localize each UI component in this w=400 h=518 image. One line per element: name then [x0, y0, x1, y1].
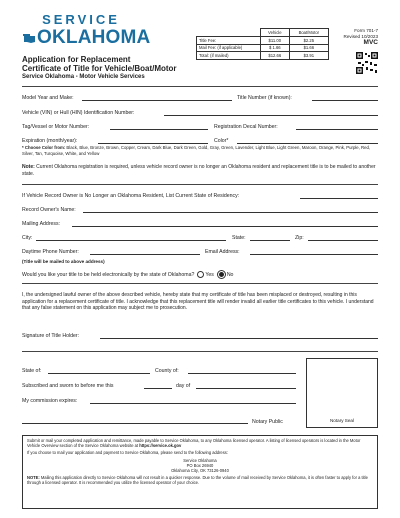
title-line-2: Certificate of Title for Vehicle/Boat/Motor	[22, 63, 177, 73]
commission-label: My commission expires:	[22, 398, 78, 404]
residency-input[interactable]	[300, 193, 378, 199]
notary-seal-box	[306, 358, 378, 428]
fee-label: Title Fee:	[197, 36, 261, 44]
sworn-label: Subscribed and sworn to before me this	[22, 383, 114, 389]
fee-header-blank	[197, 29, 261, 37]
zip-label: Zip:	[295, 235, 304, 241]
form-number: Form 701-7	[354, 28, 378, 33]
service-oklahoma-logo	[22, 12, 152, 49]
color-note-label: * Choose Color from:	[22, 145, 66, 150]
mail-note: (Title will be mailed to above address)	[22, 259, 105, 264]
color-note	[22, 145, 378, 156]
notary-state-label: State of:	[22, 368, 42, 374]
address-line-2: PO Box 26940	[186, 462, 214, 468]
signature-label: Signature of Title Holder:	[22, 333, 80, 339]
registration-note-text: Current Oklahoma registration is required, unless vehicle record owner is no longer an Oklahoma resident and replacement title is to be mailed to another state.	[22, 164, 376, 177]
owner-name-input[interactable]	[83, 207, 378, 213]
title-line-1: Application for Replacement	[22, 55, 131, 64]
radio-yes[interactable]	[197, 271, 204, 278]
color-note-text: Black, Blue, Bronze, Brown, Copper, Cream, Dark Blue, Dark Green, Gold, Gray, Green, Lavender, Light Blue, Light Green, Maroon, Orange, Pink, Purple, Red, Silver, Tan, Turquoise, White, and Yellow	[22, 145, 371, 156]
model-year-make-label: Model Year and Make:	[22, 95, 74, 101]
radio-no-label: No	[226, 271, 234, 278]
city-label: City:	[22, 235, 33, 241]
mailing-address-input[interactable]	[72, 221, 378, 227]
fee-label: Mail Fee: (if applicable)	[197, 44, 261, 52]
signature-input[interactable]	[100, 333, 378, 339]
submission-info-box	[22, 435, 378, 509]
address-line-1: Service Oklahoma	[183, 457, 217, 463]
phone-input[interactable]	[90, 249, 200, 255]
registration-note	[22, 164, 378, 177]
notary-signature-input[interactable]	[22, 418, 248, 424]
state-label: State:	[232, 235, 246, 241]
notary-county-input[interactable]	[188, 368, 296, 374]
tag-label: Tag/Vessel or Motor Number:	[22, 124, 90, 130]
fee-value: $3.91	[289, 52, 328, 60]
tag-input[interactable]	[110, 124, 208, 130]
day-of-label: day of	[176, 383, 191, 389]
form-revised: Revised 10/2023	[343, 33, 378, 39]
fee-value: $11.00	[261, 36, 290, 44]
mail-instructions: If you choose to mail your application and payment to Service Oklahoma, please send to the following address:	[27, 450, 228, 456]
vin-label: Vehicle (VIN) or Hull (HIN) Identification Number:	[22, 110, 135, 116]
fee-value: $1.66	[289, 44, 328, 52]
decal-input[interactable]	[296, 124, 378, 130]
electronic-title-question	[22, 270, 233, 279]
radio-no[interactable]	[217, 270, 226, 279]
qr-code-icon	[356, 52, 378, 74]
commission-input[interactable]	[90, 398, 296, 404]
address-line-3: Oklahoma City, OK 73126-0940	[171, 468, 229, 474]
fee-header-vehicle: Vehicle	[261, 29, 290, 37]
notary-public-label: Notary Public	[252, 419, 283, 425]
divider	[22, 283, 378, 284]
title-number-label: Title Number (if known):	[237, 95, 292, 101]
residency-label: If Vehicle Record Owner is No Longer an Oklahoma Resident, List Current State of Residency:	[22, 193, 240, 199]
model-year-make-input[interactable]	[82, 95, 232, 101]
mailing-address-label: Mailing Address:	[22, 221, 61, 227]
zip-input[interactable]	[308, 235, 378, 241]
fee-value: $2.25	[289, 36, 328, 44]
notary-seal-label: Notary Seal	[329, 418, 354, 423]
radio-yes-label: Yes	[205, 271, 214, 278]
fee-header-boat: Boat/Motor	[289, 29, 328, 37]
logo-service-text: SERVICE	[42, 12, 120, 27]
fee-value: $12.66	[261, 52, 290, 60]
decal-label: Registration Decal Number:	[214, 124, 278, 130]
expiration-input[interactable]	[98, 138, 208, 144]
expiration-label: Expiration (month/year):	[22, 138, 78, 144]
fee-label: Total: (if mailed)	[197, 52, 261, 60]
sworn-month-input[interactable]	[196, 383, 296, 389]
form-title	[22, 56, 177, 82]
color-input[interactable]	[237, 138, 378, 144]
service-ok-link[interactable]: https://service.ok.gov	[139, 443, 182, 449]
registration-note-label: Note:	[22, 164, 35, 170]
footer-note-text: Mailing this application directly to Service Oklahoma will not result in a quicker response. Due to the volume of mail received by Service Oklahoma, it is often faster to apply for a title through a licensed operator. It is recommended you utilize the licensed operator of your choice.	[27, 475, 368, 486]
phone-label: Daytime Phone Number:	[22, 249, 79, 255]
owner-name-label: Record Owner's Name:	[22, 207, 76, 213]
fee-table	[196, 28, 329, 60]
affidavit-text: I, the undersigned lawful owner of the above described vehicle, hereby state that my certificate of title has been misplaced or destroyed, resulting in this application for a replacement certificate of title. I acknowledge that this replacement title will render invalid all earlier title certificates to this vehicle. I understand that any false statement on this application may subject me to prosecution.	[22, 292, 374, 312]
agency-name: Service Oklahoma - Motor Vehicle Services	[22, 74, 145, 80]
oklahoma-state-icon	[22, 31, 36, 45]
email-label: Email Address:	[205, 249, 240, 255]
title-number-input[interactable]	[312, 95, 378, 101]
fee-value: $ 1.66	[261, 44, 290, 52]
footer-note-label: NOTE:	[27, 475, 40, 481]
logo-oklahoma-text: OKLAHOMA	[37, 27, 151, 48]
submission-paragraph	[27, 438, 373, 448]
notary-county-label: County of:	[155, 368, 179, 374]
color-label: Color*	[214, 138, 229, 144]
divider	[22, 351, 378, 352]
state-input[interactable]	[250, 235, 290, 241]
submission-text: Submit or mail your completed application and remittance, made payable to Service Oklahoma, to any Oklahoma licensed operator. A listing of licensed operators is located in the Motor Vehicle Overview section of the Service Oklahoma website at	[27, 438, 361, 449]
form-code: MVC	[363, 39, 378, 47]
footer-note	[27, 475, 373, 485]
vin-input[interactable]	[164, 110, 378, 116]
city-input[interactable]	[36, 235, 226, 241]
sworn-day-input[interactable]	[144, 383, 172, 389]
form-info	[344, 28, 378, 46]
electronic-title-label: Would you like your title to be held electronically by the state of Oklahoma?	[22, 271, 195, 278]
radio-no-selected-dot	[219, 272, 224, 277]
divider	[22, 184, 378, 185]
email-input[interactable]	[250, 249, 378, 255]
divider	[22, 86, 378, 87]
mailing-address-block	[27, 458, 373, 474]
notary-state-input[interactable]	[48, 368, 150, 374]
